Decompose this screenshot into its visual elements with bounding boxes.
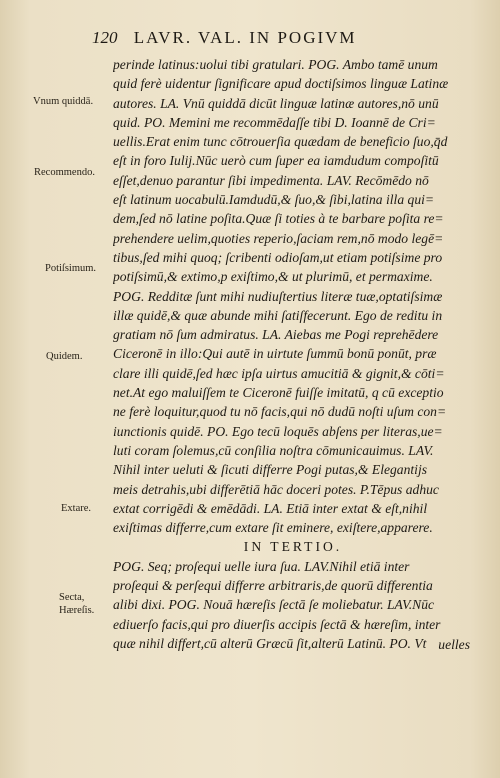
catchword: uelles — [438, 637, 470, 652]
text-line: perinde latinus:uolui tibi gratulari. POG. Ambo tamē unum — [113, 57, 438, 72]
text-line: alibi dixi. POG. Nouā hæreſis ſectā ſe moliebatur. LAV.Nūc — [113, 597, 435, 613]
text-line: illæ quidē,& quæ abunde mihi ſatiſfecerunt. Ego de reditu in — [113, 307, 443, 323]
text-line: gratiam nō ſum admiratus. LA. Aiebas me Pogi reprehēdere — [113, 327, 439, 343]
text-line: POG. Redditæ ſunt mihi nudiuſtertius literæ tuæ,optatiſsimæ — [113, 288, 443, 304]
text-line: prehendere uelim,quoties reperio,ſaciam rem,nō modo legē= — [113, 230, 444, 246]
text-line: tibus,ſed mihi quoq; ſcribenti odioſam,ut etiam potiſsime pro — [113, 249, 443, 265]
text-line: quid ferè uidentur ſignificare apud doctiſsimos linguæ Latinæ — [113, 76, 449, 92]
text-line: autores. LA. Vnū quiddā dicūt linguæ latinæ autores,nō unū — [113, 95, 439, 111]
text-line: net.At ego maluiſſem te Ciceronē fuiſſe imitatū, q cū exceptio — [113, 385, 444, 401]
text-line: exiſtimas differre,cum extare ſit eminere, exiſtere,apparere. — [113, 520, 433, 536]
text-line: quid. PO. Memini me recommēdaſſe tibi D. Ioannē de Cri= — [113, 114, 436, 130]
margin-note: Potiſsimum. — [45, 263, 97, 274]
text-line: POG. Seq; proſequi uelle iura ſua. LAV.Nihil etiā inter — [113, 558, 410, 574]
margin-note: Hæreſis. — [59, 605, 95, 616]
text-line: eſt latinum uocabulū.Iamdudū,& ſuo,& ſibi,latina illa qui= — [113, 192, 435, 208]
text-line: potiſsimū,& extimo,p exiſtimo,& ut plurimū, et permaxime. — [113, 269, 433, 285]
text-line: eſt in foro Iulij.Nūc uerò cum ſuper ea iamdudum compoſitū — [113, 153, 439, 169]
text-line: proſequi & perſequi differre arbitraris,de quorū differentia — [113, 578, 433, 594]
margin-notes — [0, 0, 110, 778]
body-text — [113, 55, 473, 653]
text-line: eſſet,denuo parantur ſibi impedimenta. LAV. Recōmēdo nō — [113, 172, 429, 188]
page-number: 120 — [92, 28, 118, 47]
text-line: Ciceronē in illo:Qui autē in uirtute ſummū bonū ponūt, præ — [113, 346, 437, 362]
margin-note: Recommendo. — [34, 167, 95, 178]
margin-note: Secta, — [59, 592, 85, 603]
text-line: iunctionis quidē. PO. Ego tecū loquēs abſens per literas,ue= — [113, 423, 443, 439]
running-head — [92, 28, 472, 54]
text-line: dem,ſed nō latine poſita.Quæ ſi toties à te barbare poſita re= — [113, 211, 444, 227]
text-line: clare illi quidē,ſed hæc ipſa uirtus amucitiā & gignit,& cōti= — [113, 365, 445, 381]
text-line: quæ nihil differt,cū alterū Græcū ſit,alterū Latinū. PO. Vt — [113, 635, 427, 651]
running-title: LAVR. VAL. IN POGIVM — [133, 28, 357, 47]
text-line: luti coram ſolemus,cū conſilia noſtra cōmunicauimus. LAV. — [113, 442, 434, 458]
text-line: Nihil inter ueluti & ſicuti differre Pogi putas,& Elegantijs — [113, 462, 428, 478]
text-line: uellis.Erat enim tunc cōtrouerſia quædam de beneficio ſuo,q̄d — [113, 134, 448, 150]
section-heading: IN TERTIO. — [243, 539, 343, 555]
text-line: extat corrigēdi & emēdādi. LA. Etiā inter extat & eſt,nihil — [113, 500, 428, 516]
text-line: meis detrahis,ubi differētiā hāc doceri potes. P.Tēpus adhuc — [113, 481, 439, 497]
text-line: ne ferè loquitur,quod tu nō facis,qui nō dudū noſti uſum con= — [113, 404, 447, 420]
margin-note: Vnum quiddā. — [33, 96, 94, 107]
text-line: ediuerſo facis,qui pro diuerſis accipis ſectā & hæreſim, inter — [113, 616, 441, 632]
margin-note: Quidem. — [46, 351, 83, 362]
margin-note: Extare. — [61, 503, 92, 514]
